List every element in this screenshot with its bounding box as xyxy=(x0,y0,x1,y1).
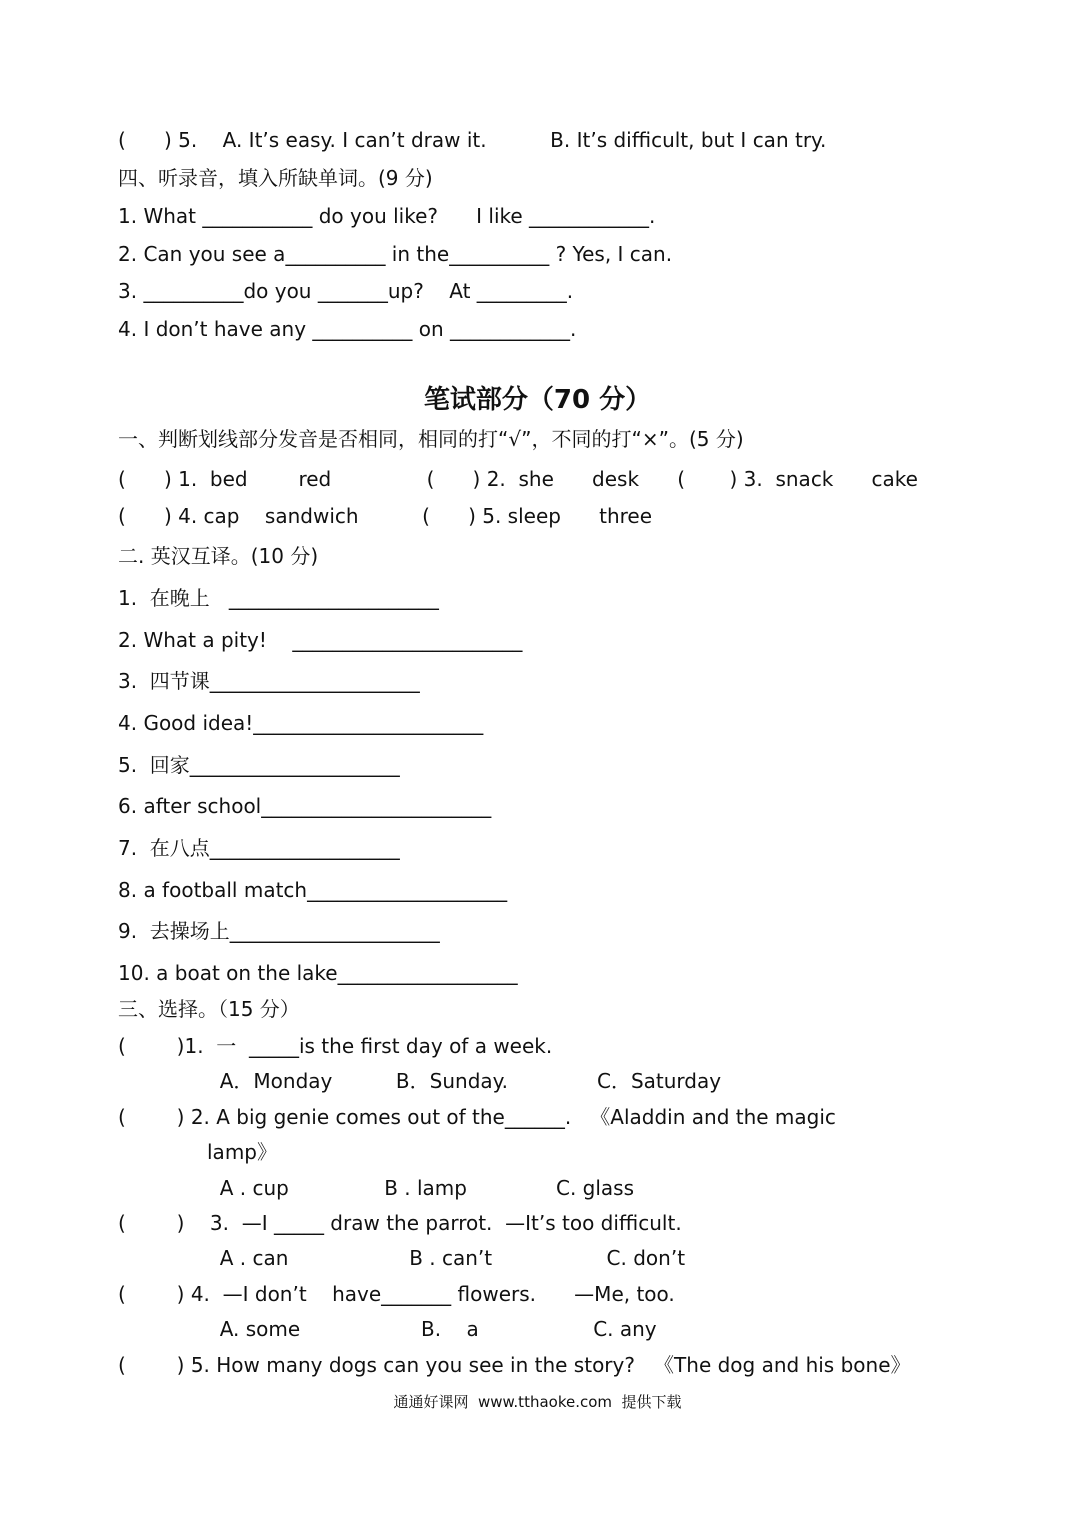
section4-line-1: 1. What ___________ do you like? I like ____________. xyxy=(118,204,656,228)
section4-line-3: 3. __________do you _______up? At _________. xyxy=(118,279,574,303)
w2-item-5: 5. 回家_____________________ xyxy=(118,753,400,777)
written-section-title: 笔试部分（70 分） xyxy=(423,385,652,415)
w3-q1: ( )1. 一 _____is the first day of a week. xyxy=(118,1034,553,1058)
w2-item-2: 2. What a pity! _______________________ xyxy=(118,628,523,652)
listening-q5: ( ) 5. A. It’s easy. I can’t draw it. B. It’s difficult, but I can try. xyxy=(118,128,827,152)
w3-heading: 三、选择。（15 分） xyxy=(118,997,300,1021)
w2-heading: 二. 英汉互译。(10 分) xyxy=(118,544,319,568)
w2-item-1: 1. 在晚上 _____________________ xyxy=(118,586,439,610)
section4-line-4: 4. I don’t have any __________ on ____________. xyxy=(118,317,577,341)
w2-item-3: 3. 四节课_____________________ xyxy=(118,669,420,693)
w2-item-9: 9. 去操场上_____________________ xyxy=(118,919,440,943)
w2-item-10: 10. a boat on the lake__________________ xyxy=(118,961,518,985)
section4-line-2: 2. Can you see a__________ in the__________ ? Yes, I can. xyxy=(118,242,673,266)
w2-item-8: 8. a football match____________________ xyxy=(118,878,508,902)
w3-q4-options: A. some B. a C. any xyxy=(118,1317,657,1341)
w1-heading: 一、判断划线部分发音是否相同，相同的打“√”，不同的打“×”。(5 分) xyxy=(118,427,744,451)
w3-q5: ( ) 5. How many dogs can you see in the story? 《The dog and his bone》 xyxy=(118,1353,911,1377)
w1-row-1: ( ) 1. bed red ( ) 2. she desk ( ) 3. snack cake xyxy=(118,467,918,491)
w2-item-7: 7. 在八点___________________ xyxy=(118,836,400,860)
w3-q2-cont: lamp》 xyxy=(118,1140,277,1164)
w3-q3: ( ) 3. —I _____ draw the parrot. —It’s too difficult. xyxy=(118,1211,682,1235)
section4-heading: 四、听录音，填入所缺单词。(9 分) xyxy=(118,166,433,190)
w3-q2-options: A . cup B . lamp C. glass xyxy=(118,1176,635,1200)
w3-q2: ( ) 2. A big genie comes out of the______. 《Aladdin and the magic xyxy=(118,1105,836,1129)
w3-q1-options: A．Monday B．Sunday. C．Saturday xyxy=(118,1069,722,1093)
page-footer: 通通好课网 www.tthaoke.com 提供下载 xyxy=(393,1393,682,1411)
w1-row-2: ( ) 4. cap sandwich ( ) 5. sleep three xyxy=(118,504,653,528)
w3-q3-options: A . can B . can’t C. don’t xyxy=(118,1246,686,1270)
w2-item-6: 6. after school_______________________ xyxy=(118,794,492,818)
w3-q4: ( ) 4. —I don’t have_______ flowers. —Me, too. xyxy=(118,1282,675,1306)
w2-item-4: 4. Good idea!_______________________ xyxy=(118,711,484,735)
